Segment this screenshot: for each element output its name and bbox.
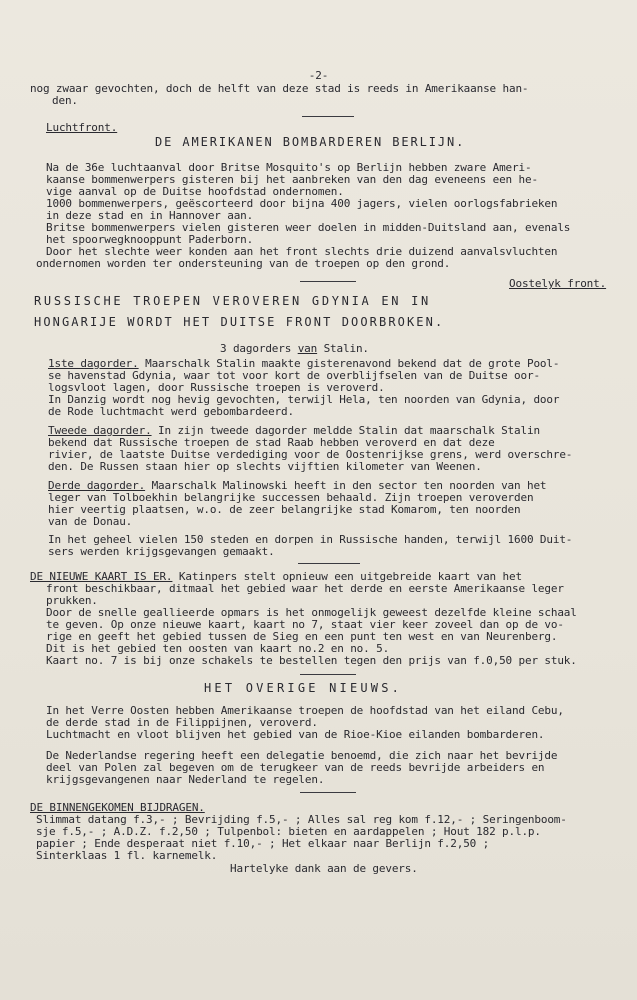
- overig-line-4: De Nederlandse regering heeft een delegatie benoemd, die zich naar het bevrijde: [46, 749, 558, 762]
- dagorder-3-line-3: hier veertig plaatsen, w.o. de zeer belangrijke stad Komarom, ten noorden: [48, 503, 521, 516]
- luchtfront-line-8: Door het slechte weer konden aan het front slechts drie duizend aanvalsvluchten: [46, 245, 558, 258]
- dagorder-3-line-5: In het geheel vielen 150 steden en dorpen in Russische handen, terwijl 1600 Duit-: [48, 533, 573, 546]
- dagorder-3-line-4: van de Donau.: [48, 515, 133, 528]
- separator: [300, 792, 356, 793]
- kaart-line-4: Door de snelle geallieerde opmars is het onmogelijk geweest dezelfde kleine schaal: [46, 606, 577, 619]
- luchtfront-line-2: kaanse bommenwerpers gisteren bij het aanbreken van den dag eveneens een he-: [46, 173, 538, 186]
- luchtfront-line-4: 1000 bommenwerpers, geëscorteerd door bijna 400 jagers, vielen oorlogsfabrieken: [46, 197, 558, 210]
- page-number: -2-: [308, 69, 329, 82]
- kaart-line-6: rige en geeft het gebied tussen de Sieg en een punt ten west en van Neurenberg.: [46, 630, 558, 643]
- dagorder-1-line-2: se havenstad Gdynia, waar tot voor kort de overblijfselen van de Duitse oor-: [48, 369, 540, 382]
- bijdragen-line-4: Sinterklaas 1 fl. karnemelk.: [36, 849, 218, 862]
- bijdragen-line-3: papier ; Ende desperaat niet f.10,- ; Het elkaar naar Berlijn f.2,50 ;: [36, 837, 490, 850]
- separator: [300, 674, 356, 675]
- overig-line-3: Luchtmacht en vloot blijven het gebied van de Rioe-Kioe eilanden bombarderen.: [46, 728, 545, 741]
- dagorder-2-label: Tweede dagorder.: [48, 424, 152, 437]
- kaart-text: Katinpers stelt opnieuw een uitgebreide kaart van het: [172, 570, 522, 583]
- dagorder-3-text: Maarschalk Malinowski heeft in den sector ten noorden van het: [145, 479, 547, 492]
- dagorders-van: van: [297, 342, 318, 355]
- heading-oostfront-2: HONGARIJE WORDT HET DUITSE FRONT DOORBROKEN.: [34, 315, 445, 329]
- dagorders-title: [220, 342, 369, 355]
- dagorder-1-line-4: In Danzig wordt nog hevig gevochten, terwijl Hela, ten noorden van Gdynia, door: [48, 393, 560, 406]
- heading-oostfront-1: RUSSISCHE TROEPEN VEROVEREN GDYNIA EN IN: [34, 294, 431, 308]
- bijdragen-line-2: sje f.5,- ; A.D.Z. f.2,50 ; Tulpenbol: bieten en aardappelen ; Hout 182 p.l.p.: [36, 825, 541, 838]
- dagorder-1-label: 1ste dagorder.: [48, 357, 139, 370]
- bijdragen-thanks: Hartelyke dank aan de gevers.: [230, 862, 418, 875]
- dagorders-mid: dagorders: [226, 342, 298, 355]
- separator: [302, 116, 354, 117]
- kaart-line-8: Kaart no. 7 is bij onze schakels te bestellen tegen den prijs van f.0,50 per stuk.: [46, 654, 577, 667]
- dagorder-1-line-3: logsvloot lagen, door Russische troepen is veroverd.: [48, 381, 385, 394]
- overig-line-1: In het Verre Oosten hebben Amerikaanse troepen de hoofdstad van het eiland Cebu,: [46, 704, 564, 717]
- dagorder-3-label: Derde dagorder.: [48, 479, 146, 492]
- kaart-label: DE NIEUWE KAART IS ER.: [30, 570, 173, 583]
- kaart-line-7: Dit is het gebied ten oosten van kaart no.2 en no. 5.: [46, 642, 390, 655]
- dagorder-2-text: In zijn tweede dagorder meldde Stalin dat maarschalk Stalin: [151, 424, 540, 437]
- dagorder-3-line-6: sers werden krijgsgevangen gemaakt.: [48, 545, 275, 558]
- bijdragen-line-1: Slimmat datang f.3,- ; Bevrijding f.5,- ; Alles sal reg kom f.12,- ; Seringenboom-: [36, 813, 567, 826]
- luchtfront-line-7: het spoorwegknooppunt Paderborn.: [46, 233, 254, 246]
- dagorders-end: Stalin.: [317, 342, 369, 355]
- section-label-oostfront: Oostelyk front.: [509, 277, 607, 290]
- kaart-line-2: front beschikbaar, ditmaal het gebied waar het derde en eerste Amerikaanse leger: [46, 582, 564, 595]
- top-line-2: den.: [52, 94, 78, 107]
- luchtfront-line-5: in deze stad en in Hannover aan.: [46, 209, 254, 222]
- heading-overige-nieuws: HET OVERIGE NIEUWS.: [204, 681, 403, 695]
- luchtfront-line-3: vige aanval op de Duitse hoofdstad ondernomen.: [46, 185, 344, 198]
- section-label-luchtfront: Luchtfront.: [46, 121, 118, 134]
- luchtfront-line-9: ondernomen worden ter ondersteuning van de troepen op den grond.: [36, 257, 451, 270]
- top-line-1: nog zwaar gevochten, doch de helft van deze stad is reeds in Amerikaanse han-: [30, 82, 529, 95]
- dagorder-2-line-3: rivier, de laatste Duitse verdediging voor de Oostenrijkse grens, werd overschre-: [48, 448, 573, 461]
- heading-bombarderen-berlijn: DE AMERIKANEN BOMBARDEREN BERLIJN.: [155, 135, 466, 149]
- separator: [298, 563, 360, 564]
- bijdragen-label: DE BINNENGEKOMEN BIJDRAGEN.: [30, 801, 205, 814]
- separator: [300, 281, 356, 282]
- dagorder-2-line-2: bekend dat Russische troepen de stad Raab hebben veroverd en dat deze: [48, 436, 495, 449]
- dagorder-1-line-5: de Rode luchtmacht werd gebombardeerd.: [48, 405, 294, 418]
- kaart-line-3: prukken.: [46, 594, 98, 607]
- dagorder-3-line-2: leger van Tolboekhin belangrijke successen behaald. Zijn troepen veroverden: [48, 491, 534, 504]
- dagorder-1-text: Maarschalk Stalin maakte gisterenavond bekend dat de grote Pool-: [138, 357, 560, 370]
- kaart-line-5: te geven. Op onze nieuwe kaart, kaart no 7, staat vier keer zoveel dan op de vo-: [46, 618, 564, 631]
- overig-line-5: deel van Polen zal begeven om de terugkeer van de reeds bevrijde arbeiders en: [46, 761, 545, 774]
- dagorders-count: 3: [220, 342, 227, 355]
- dagorder-2-line-4: den. De Russen staan hier op slechts vijftien kilometer van Weenen.: [48, 460, 482, 473]
- luchtfront-line-6: Britse bommenwerpers vielen gisteren weer doelen in midden-Duitsland aan, evenals: [46, 221, 571, 234]
- luchtfront-line-1: Na de 36e luchtaanval door Britse Mosquito's op Berlijn hebben zware Ameri-: [46, 161, 532, 174]
- overig-line-2: de derde stad in de Filippijnen, veroverd.: [46, 716, 318, 729]
- overig-line-6: krijgsgevangenen naar Nederland te regelen.: [46, 773, 325, 786]
